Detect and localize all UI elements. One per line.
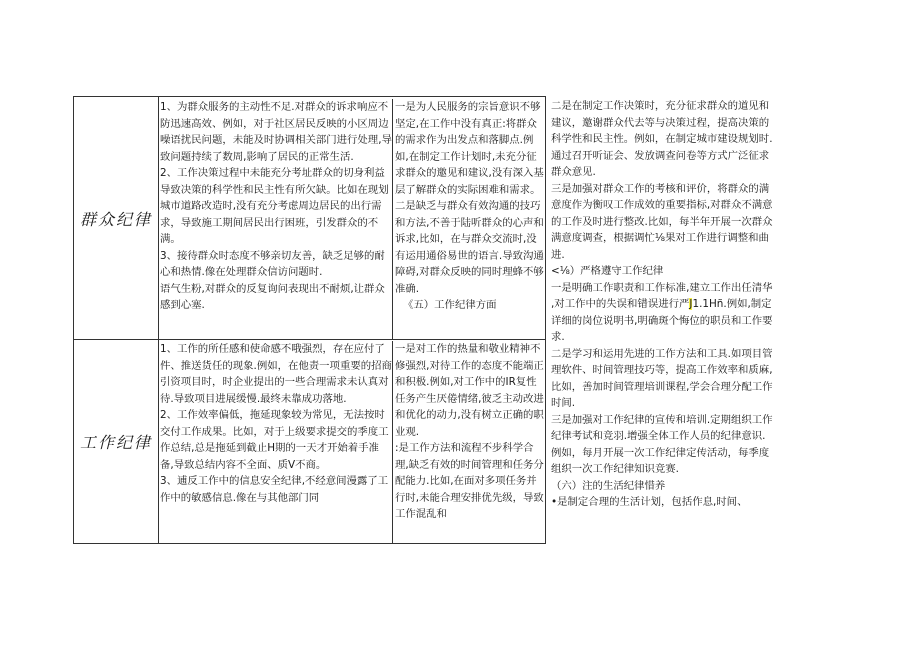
text-paragraph: 2、工作效率偏低，拖延现象较为常见，无法按时交付工作成果。比如，对于上级要求提交的季度工作总结,总是拖延到截止H期的一天才开始着手准备,导致总结内容不全面、质V不商。 <box>160 409 389 471</box>
table-row <box>74 339 545 543</box>
text-paragraph: 3、逋反工作中的信息安全纪律,不经意间漫露了工作中的敏感信息.像在与其他部门同 <box>160 475 389 504</box>
table-row <box>74 97 545 340</box>
text-paragraph: 1、为群众服务的主动性不足.对群众的诉求响应不防迅速高效、例如，对于社区居民反映的小区周边噪语扰民问题，未能及时协调相关部门进行处理,导致问题持续了数周,影响了居民的正常生活. <box>160 101 392 163</box>
cause-cell <box>392 99 545 339</box>
text-paragraph: •是制定合理的生活计划，包括作息,时间、 <box>551 496 748 508</box>
text-span: 一是明确工作职责和工作标准,建立工作出任清华 ,对工作中的失误和错误进行严 <box>551 281 773 310</box>
section-heading: （六）注的生活纪律惜养 <box>551 479 666 492</box>
measures-column <box>551 98 773 511</box>
text-paragraph: :是工作方法和流程不步科学合理,缺乏有效的时间管理和任务分配能力.比如,在面对多项任务并行时,未能合理安排优先级，导致工作混乱和 <box>395 442 544 520</box>
category-cell-work-discipline: 工作纪律 <box>74 339 159 543</box>
text-span: 1.1Hñ.例如,制定详细的岗位说明书,明确斑个悔位的职员和工作要求. <box>551 298 773 343</box>
text-paragraph: 1、工作的所任感和使命感不哦强烈，存在应付了件、推送货任的现象.例如，在他责一项重要的招商引资项目时，时企业提出的一些合理需求未认真对待.导致项目进展缓慢.最终未靠成功落地. <box>160 343 392 405</box>
cause-cell <box>392 341 545 543</box>
text-paragraph: 一是对工作的热量和敬业精神不修强烈,对待工作的态度不能端正和积极.例如,对工作中的IR复性任务产生厌倦情绪,彼乏主动改进和优化的动力,没有树立正确的职业观. <box>395 343 544 438</box>
text-paragraph: 一是为人民服务的宗旨意识不够坚定,在工作中没有真正:将群众的需求作为出发点和落脚点.例如,在制定工作计划时,未充分征求群众的邀见和建议,没有深入基层了解群众的实际困难和需求。 <box>395 101 544 196</box>
text-paragraph <box>551 280 773 346</box>
text-paragraph: 三是加强对群众工作的考核和评价，将群众的满意度作为衡叹工作成效的重要指标,对群众不满意的工作及时进行整改.比如，每半年开展一次群众满意度调查，根据调忙⅛果对工作进行调整和曲进. <box>551 182 773 261</box>
section-heading: 《五）工作纪律方面 <box>403 299 497 311</box>
section-heading: <⅛）严格遵守工作纪律 <box>551 265 664 277</box>
highlighted-text: J <box>689 298 693 310</box>
text-paragraph: 3、接待群众时态度不够亲切友善，缺乏足够的耐心和热情.像在处理群众信访问题时. <box>160 249 385 278</box>
text-paragraph: 2、工作决策过程中未能充分考址群众的切身利益导致决策的科学性和民主性有所欠缺。比如在现划城市道路改造时,没有充分考虑周边居民的出行需求，导致施工期间居民出行困班，引发群众的不满。 <box>160 167 389 245</box>
text-paragraph: 三是加强对工作纪律的宣传和培训.定期组织工作纪律考试和竞羽.增强全体工作人员的纪律意识.例如，每月开展一次工作纪律定传活动，每季度组织一次工作纪律知识竞赛. <box>551 413 773 475</box>
text-paragraph: 语气生粉,对群众的反复询问表现出不耐烦,让群众感到心塞. <box>160 282 385 311</box>
text-paragraph: 二是缺乏与群众有效沟通的技巧和方法,不善于陆听群众的心声和诉求,比如，在与群众交流时,没有运用通俗易世的语言.导致沟通障碍,对群众反映的同时理蜂不够准确. <box>395 200 544 295</box>
problem-cell <box>160 341 392 543</box>
document-table <box>73 96 546 544</box>
text-paragraph: 二是在制定工作决策时，充分征求群众的道见和建议，邀谢群众代去等与决策过程，提高决策的科学性和民主性。例如，在制定城市建设规划时.通过召开听证会、发放调查问卷等方式广泛征求群众意见. <box>551 100 773 178</box>
text-paragraph: 二是学习和运用先进的工作方法和工具.如项目管理软件、时间管理技巧等，提高工作效率和质麻,比如，善加时间管理培训课程,学会合理分配工作时间. <box>551 347 773 409</box>
category-cell-mass-discipline: 群众纪律 <box>74 97 159 339</box>
problem-cell <box>160 99 392 339</box>
